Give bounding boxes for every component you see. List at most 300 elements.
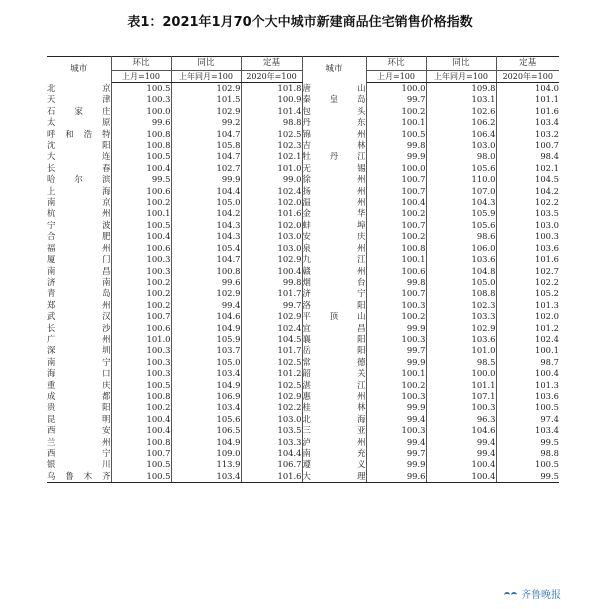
cell-city-right: 丹 东 <box>302 117 366 128</box>
cell-yoy-right: 106.0 <box>426 243 496 254</box>
cell-mom-left: 100.4 <box>111 163 171 174</box>
cell-base-left: 103.0 <box>241 243 302 254</box>
table-row <box>47 83 559 95</box>
cell-yoy-left: 104.3 <box>171 231 241 242</box>
cell-mom-left: 100.2 <box>111 402 171 413</box>
cell-yoy-left: 103.7 <box>171 345 241 356</box>
cell-city-right: 三 亚 <box>302 425 366 436</box>
cell-city-right: 金 华 <box>302 208 366 219</box>
cell-yoy-right: 103.0 <box>426 140 496 151</box>
cell-city-right: 泉 州 <box>302 242 366 253</box>
cell-base-left: 102.5 <box>241 357 302 368</box>
cell-city-left: 兰 州 <box>47 436 111 447</box>
cell-base-left: 101.0 <box>241 163 302 174</box>
cell-mom-left: 100.2 <box>111 197 171 208</box>
cell-base-right: 100.5 <box>535 402 559 413</box>
cell-mom-right: 99.8 <box>366 140 426 151</box>
col-subheader-mom-left: 上月=100 <box>111 71 171 83</box>
cell-base-right: 103.5 <box>535 208 559 219</box>
cell-yoy-right: 99.4 <box>426 437 496 448</box>
cell-mom-left: 100.4 <box>111 414 171 425</box>
cell-base-right: 101.6 <box>535 254 559 265</box>
table-row <box>47 380 559 391</box>
cell-mom-right: 99.7 <box>366 94 426 105</box>
cell-yoy-left: 104.4 <box>171 186 241 197</box>
table-row <box>47 208 559 219</box>
table-row <box>47 277 559 288</box>
cell-city-right: 惠 州 <box>302 390 366 401</box>
cell-city-left: 乌鲁木齐 <box>47 470 111 481</box>
cell-yoy-right: 103.6 <box>426 334 496 345</box>
cell-city-right: 宜 昌 <box>302 322 366 333</box>
cell-mom-right: 100.7 <box>366 186 426 197</box>
cell-base-left: 102.4 <box>241 186 302 197</box>
table-row <box>47 197 559 208</box>
cell-yoy-left: 99.4 <box>171 300 241 311</box>
cell-city-right: 无 锡 <box>302 162 366 173</box>
cell-city-left: 厦 门 <box>47 254 111 265</box>
cell-mom-left: 100.5 <box>111 459 171 470</box>
cell-city-left: 青 岛 <box>47 288 111 299</box>
cell-yoy-left: 105.0 <box>171 197 241 208</box>
table-row <box>47 266 559 277</box>
table-row <box>47 300 559 311</box>
cell-base-right: 103.6 <box>535 242 559 253</box>
cell-yoy-right: 102.9 <box>426 323 496 334</box>
cell-mom-left: 100.3 <box>111 266 171 277</box>
cell-mom-left: 100.2 <box>111 288 171 299</box>
cell-city-right: 锦 州 <box>302 128 366 139</box>
cell-base-right: 100.7 <box>535 140 559 151</box>
cell-city-left: 海 口 <box>47 368 111 379</box>
cell-mom-left: 100.2 <box>111 277 171 288</box>
cell-base-left: 104.4 <box>241 448 302 459</box>
cell-yoy-right: 104.6 <box>426 425 496 436</box>
cell-mom-right: 100.2 <box>366 208 426 219</box>
cell-base-right: 105.2 <box>535 288 559 299</box>
cell-mom-right: 99.9 <box>366 402 426 413</box>
col-subheader-base-right: 2020年=100 <box>496 71 559 83</box>
cell-base-left: 101.6 <box>241 208 302 219</box>
cell-base-left: 102.9 <box>241 311 302 322</box>
cell-mom-right: 99.9 <box>366 357 426 368</box>
cell-mom-left: 100.8 <box>111 437 171 448</box>
cell-yoy-left: 104.7 <box>171 129 241 140</box>
cell-city-left: 福 州 <box>47 242 111 253</box>
watermark-text: 齐鲁晚报 <box>521 590 561 601</box>
cell-yoy-right: 105.6 <box>426 163 496 174</box>
cell-mom-right: 99.6 <box>366 471 426 483</box>
col-header-mom-right: 环比 <box>366 57 426 71</box>
cell-yoy-right: 105.6 <box>426 220 496 231</box>
cell-yoy-left: 103.4 <box>171 368 241 379</box>
cell-base-right: 101.6 <box>535 105 559 116</box>
cell-city-left: 广 州 <box>47 333 111 344</box>
cell-city-right: 包 头 <box>302 105 366 116</box>
cell-mom-right: 99.9 <box>366 151 426 162</box>
newspaper-logo-icon <box>504 589 518 599</box>
cell-base-right: 101.3 <box>535 379 559 390</box>
cell-base-right: 101.2 <box>535 322 559 333</box>
cell-city-right: 赣 州 <box>302 265 366 276</box>
cell-base-right: 102.2 <box>535 276 559 287</box>
cell-mom-left: 100.5 <box>111 380 171 391</box>
table-row <box>47 151 559 162</box>
cell-city-left: 深 圳 <box>47 345 111 356</box>
cell-city-left: 上 海 <box>47 185 111 196</box>
cell-city-left: 长 沙 <box>47 322 111 333</box>
cell-mom-right: 99.4 <box>366 414 426 425</box>
cell-city-left: 天 津 <box>47 94 111 105</box>
cell-city-left: 济 南 <box>47 276 111 287</box>
cell-base-left: 103.0 <box>241 231 302 242</box>
cell-base-left: 102.9 <box>241 391 302 402</box>
cell-yoy-left: 105.4 <box>171 243 241 254</box>
cell-base-left: 101.6 <box>241 471 302 483</box>
cell-city-right: 蚌 埠 <box>302 219 366 230</box>
cell-mom-left: 100.3 <box>111 345 171 356</box>
cell-city-left: 重 庆 <box>47 379 111 390</box>
cell-yoy-left: 101.5 <box>171 94 241 105</box>
table-row <box>47 334 559 345</box>
cell-base-right: 103.2 <box>535 128 559 139</box>
table-row <box>47 94 559 105</box>
cell-city-left: 呼和浩特 <box>47 128 111 139</box>
cell-city-left: 合 肥 <box>47 231 111 242</box>
cell-mom-left: 100.6 <box>111 243 171 254</box>
cell-city-right: 吉 林 <box>302 140 366 151</box>
cell-city-right: 扬 州 <box>302 185 366 196</box>
cell-yoy-right: 102.6 <box>426 106 496 117</box>
cell-mom-left: 100.8 <box>111 140 171 151</box>
cell-city-left: 成 都 <box>47 390 111 401</box>
cell-mom-right: 100.0 <box>366 83 426 95</box>
cell-base-right: 102.7 <box>535 265 559 276</box>
cell-mom-left: 100.5 <box>111 220 171 231</box>
cell-yoy-left: 100.8 <box>171 266 241 277</box>
cell-base-left: 99.7 <box>241 300 302 311</box>
cell-city-left: 沈 阳 <box>47 140 111 151</box>
cell-city-right: 洛 阳 <box>302 299 366 310</box>
cell-base-right: 103.4 <box>535 425 559 436</box>
cell-yoy-left: 104.6 <box>171 311 241 322</box>
cell-mom-left: 100.5 <box>111 151 171 162</box>
cell-base-left: 102.3 <box>241 140 302 151</box>
cell-yoy-right: 110.0 <box>426 174 496 185</box>
cell-base-left: 101.7 <box>241 288 302 299</box>
cell-yoy-right: 107.0 <box>426 186 496 197</box>
col-header-base-left: 定基 <box>241 57 302 71</box>
cell-mom-right: 99.7 <box>366 345 426 356</box>
cell-mom-right: 99.9 <box>366 459 426 470</box>
cell-mom-left: 100.3 <box>111 254 171 265</box>
table-row <box>47 288 559 299</box>
cell-base-left: 103.5 <box>241 425 302 436</box>
table-row <box>47 254 559 265</box>
col-subheader-mom-right: 上月=100 <box>366 71 426 83</box>
cell-city-left: 西 安 <box>47 425 111 436</box>
cell-base-left: 102.2 <box>241 402 302 413</box>
cell-yoy-right: 105.9 <box>426 208 496 219</box>
cell-mom-right: 100.3 <box>366 391 426 402</box>
cell-yoy-left: 105.0 <box>171 357 241 368</box>
cell-base-right: 100.1 <box>535 345 559 356</box>
cell-city-right: 温 州 <box>302 197 366 208</box>
table-row <box>47 414 559 425</box>
cell-city-right: 九 江 <box>302 254 366 265</box>
cell-yoy-right: 108.8 <box>426 288 496 299</box>
cell-yoy-left: 105.6 <box>171 414 241 425</box>
cell-city-right: 安 庆 <box>302 231 366 242</box>
table-row <box>47 243 559 254</box>
table-row <box>47 448 559 459</box>
table-row <box>47 220 559 231</box>
cell-city-right: 湛 江 <box>302 379 366 390</box>
cell-mom-left: 100.8 <box>111 391 171 402</box>
cell-base-left: 100.9 <box>241 94 302 105</box>
cell-yoy-left: 113.9 <box>171 459 241 470</box>
cell-city-left: 太 原 <box>47 117 111 128</box>
cell-yoy-right: 100.4 <box>426 471 496 483</box>
cell-city-left: 北 京 <box>47 82 111 93</box>
table-row <box>47 425 559 436</box>
table-row <box>47 117 559 128</box>
cell-mom-right: 100.3 <box>366 425 426 436</box>
cell-base-left: 102.9 <box>241 254 302 265</box>
cell-mom-left: 100.8 <box>111 129 171 140</box>
cell-yoy-right: 101.1 <box>426 380 496 391</box>
cell-base-right: 103.0 <box>535 219 559 230</box>
cell-yoy-left: 102.9 <box>171 106 241 117</box>
cell-yoy-left: 99.6 <box>171 277 241 288</box>
cell-yoy-left: 103.4 <box>171 402 241 413</box>
cell-base-right: 98.7 <box>540 356 559 367</box>
col-header-city-right: 城市 <box>302 57 366 83</box>
cell-base-left: 101.8 <box>241 83 302 95</box>
cell-mom-right: 100.4 <box>366 197 426 208</box>
cell-mom-left: 100.0 <box>111 106 171 117</box>
cell-base-right: 102.2 <box>535 197 559 208</box>
cell-yoy-left: 104.7 <box>171 151 241 162</box>
cell-mom-right: 100.7 <box>366 288 426 299</box>
cell-mom-right: 100.2 <box>366 380 426 391</box>
price-index-table <box>47 56 559 483</box>
table-row <box>47 459 559 470</box>
cell-city-right: 南 充 <box>302 448 366 458</box>
cell-yoy-right: 101.0 <box>426 345 496 356</box>
cell-base-left: 102.0 <box>241 197 302 208</box>
cell-mom-left: 99.6 <box>111 117 171 128</box>
cell-city-left: 西 宁 <box>47 448 111 458</box>
col-header-yoy-left: 同比 <box>171 57 241 71</box>
cell-base-left: 103.3 <box>241 437 302 448</box>
col-header-yoy-right: 同比 <box>426 57 496 71</box>
cell-yoy-left: 104.9 <box>171 437 241 448</box>
col-subheader-yoy-left: 上年同月=100 <box>171 71 241 83</box>
cell-base-right: 102.4 <box>535 333 559 344</box>
cell-yoy-left: 104.3 <box>171 220 241 231</box>
cell-yoy-left: 104.7 <box>171 254 241 265</box>
cell-yoy-left: 109.0 <box>171 448 241 459</box>
cell-base-left: 101.4 <box>241 106 302 117</box>
table-row <box>47 163 559 174</box>
cell-city-right: 韶 关 <box>302 368 366 379</box>
cell-base-right: 99.5 <box>496 471 559 483</box>
cell-base-right: 102.0 <box>535 311 559 322</box>
cell-yoy-left: 102.9 <box>171 288 241 299</box>
cell-city-left: 长 春 <box>47 162 111 173</box>
cell-base-right: 100.3 <box>535 231 559 242</box>
cell-mom-right: 99.7 <box>366 448 426 459</box>
cell-yoy-right: 98.5 <box>426 357 496 368</box>
cell-yoy-left: 99.9 <box>171 174 241 185</box>
cell-mom-left: 101.0 <box>111 334 171 345</box>
cell-base-right: 100.5 <box>535 459 559 470</box>
cell-mom-right: 100.1 <box>366 117 426 128</box>
cell-mom-left: 100.6 <box>111 323 171 334</box>
cell-base-left: 104.5 <box>241 334 302 345</box>
col-header-mom-left: 环比 <box>111 57 171 71</box>
cell-base-left: 101.2 <box>241 368 302 379</box>
cell-base-right: 104.0 <box>535 83 559 93</box>
cell-base-right: 97.4 <box>540 413 559 424</box>
cell-base-right: 98.4 <box>540 151 559 162</box>
cell-yoy-right: 98.0 <box>426 151 496 162</box>
cell-mom-left: 100.1 <box>111 208 171 219</box>
cell-base-right: 103.4 <box>535 117 559 128</box>
cell-mom-right: 100.3 <box>366 334 426 345</box>
cell-mom-right: 99.9 <box>366 323 426 334</box>
cell-city-left: 南 宁 <box>47 356 111 367</box>
cell-mom-left: 100.6 <box>111 186 171 197</box>
cell-yoy-left: 106.9 <box>171 391 241 402</box>
cell-city-left: 武 汉 <box>47 311 111 322</box>
table-row <box>47 437 559 448</box>
cell-base-right: 104.2 <box>535 185 559 196</box>
cell-base-left: 102.0 <box>241 220 302 231</box>
cell-base-left: 103.0 <box>241 414 302 425</box>
cell-yoy-right: 98.6 <box>426 231 496 242</box>
cell-city-left: 宁 波 <box>47 219 111 230</box>
cell-yoy-right: 104.8 <box>426 266 496 277</box>
table-row <box>47 140 559 151</box>
cell-mom-right: 100.2 <box>366 106 426 117</box>
cell-mom-right: 100.2 <box>366 311 426 322</box>
cell-base-right: 100.4 <box>535 368 559 379</box>
cell-base-right: 102.1 <box>535 162 559 173</box>
cell-yoy-right: 109.8 <box>426 83 496 95</box>
cell-mom-right: 100.8 <box>366 243 426 254</box>
cell-mom-left: 100.4 <box>111 425 171 436</box>
cell-city-right: 烟 台 <box>302 276 366 287</box>
cell-yoy-left: 105.9 <box>171 334 241 345</box>
cell-base-left: 102.5 <box>241 129 302 140</box>
cell-city-left: 银 川 <box>47 459 111 470</box>
cell-mom-left: 99.5 <box>111 174 171 185</box>
cell-mom-right: 100.1 <box>366 254 426 265</box>
cell-base-left: 98.8 <box>241 117 302 128</box>
cell-base-left: 102.5 <box>241 380 302 391</box>
cell-mom-left: 100.3 <box>111 368 171 379</box>
cell-yoy-right: 100.4 <box>426 459 496 470</box>
cell-city-right: 襄 阳 <box>302 333 366 344</box>
cell-yoy-left: 105.8 <box>171 140 241 151</box>
cell-yoy-right: 96.3 <box>426 414 496 425</box>
cell-base-right: 98.8 <box>540 448 559 458</box>
cell-city-right: 泸 州 <box>302 436 366 447</box>
cell-yoy-right: 106.4 <box>426 129 496 140</box>
cell-base-left: 102.4 <box>241 323 302 334</box>
cell-base-left: 102.1 <box>241 151 302 162</box>
table-title: 表1：2021年1月70个大中城市新建商品住宅销售价格指数 <box>127 15 473 30</box>
cell-mom-left: 100.5 <box>111 471 171 483</box>
cell-yoy-left: 106.5 <box>171 425 241 436</box>
cell-city-right: 徐 州 <box>302 174 366 185</box>
table-row <box>47 368 559 379</box>
table-row <box>47 402 559 413</box>
cell-city-left: 昆 明 <box>47 413 111 424</box>
cell-city-left: 石家庄 <box>47 105 111 116</box>
cell-base-right: 101.1 <box>535 94 559 105</box>
table-row <box>47 311 559 322</box>
cell-base-right: 99.5 <box>540 436 559 447</box>
cell-mom-right: 99.8 <box>366 277 426 288</box>
cell-city-left: 南 京 <box>47 197 111 208</box>
cell-yoy-left: 104.2 <box>171 208 241 219</box>
table-row <box>47 391 559 402</box>
cell-mom-left: 100.3 <box>111 357 171 368</box>
cell-city-left: 哈尔滨 <box>47 174 111 185</box>
cell-city-left: 南 昌 <box>47 265 111 276</box>
table-row <box>47 231 559 242</box>
cell-mom-right: 100.7 <box>366 174 426 185</box>
cell-yoy-right: 103.6 <box>426 254 496 265</box>
cell-mom-right: 100.2 <box>366 231 426 242</box>
cell-yoy-left: 102.9 <box>171 83 241 95</box>
cell-city-right: 唐 山 <box>302 82 366 93</box>
cell-city-right: 桂 林 <box>302 402 366 413</box>
cell-mom-left: 100.5 <box>111 83 171 95</box>
table-row <box>47 174 559 185</box>
cell-yoy-left: 99.2 <box>171 117 241 128</box>
cell-mom-left: 100.4 <box>111 231 171 242</box>
cell-base-right: 103.6 <box>535 390 559 401</box>
cell-yoy-right: 100.0 <box>426 368 496 379</box>
cell-mom-right: 100.1 <box>366 368 426 379</box>
cell-base-right: 104.5 <box>535 174 559 185</box>
table-body <box>47 83 559 483</box>
cell-base-left: 99.0 <box>241 174 302 185</box>
cell-city-left: 郑 州 <box>47 299 111 310</box>
watermark <box>504 586 561 601</box>
col-header-city-left: 城市 <box>47 57 111 83</box>
cell-mom-right: 100.0 <box>366 163 426 174</box>
cell-mom-left: 100.7 <box>111 448 171 459</box>
col-subheader-yoy-right: 上年同月=100 <box>426 71 496 83</box>
cell-base-left: 106.7 <box>241 459 302 470</box>
cell-city-right: 秦皇岛 <box>302 94 366 105</box>
table-row <box>47 106 559 117</box>
cell-mom-right: 100.5 <box>366 129 426 140</box>
cell-city-left: 杭 州 <box>47 208 111 219</box>
cell-city-right: 牡丹江 <box>302 151 366 162</box>
cell-yoy-right: 100.3 <box>426 402 496 413</box>
cell-yoy-left: 102.7 <box>171 163 241 174</box>
cell-yoy-right: 107.1 <box>426 391 496 402</box>
col-header-base-right: 定基 <box>496 57 559 71</box>
cell-city-right: 济 宁 <box>302 288 366 299</box>
cell-city-left: 贵 阳 <box>47 402 111 413</box>
